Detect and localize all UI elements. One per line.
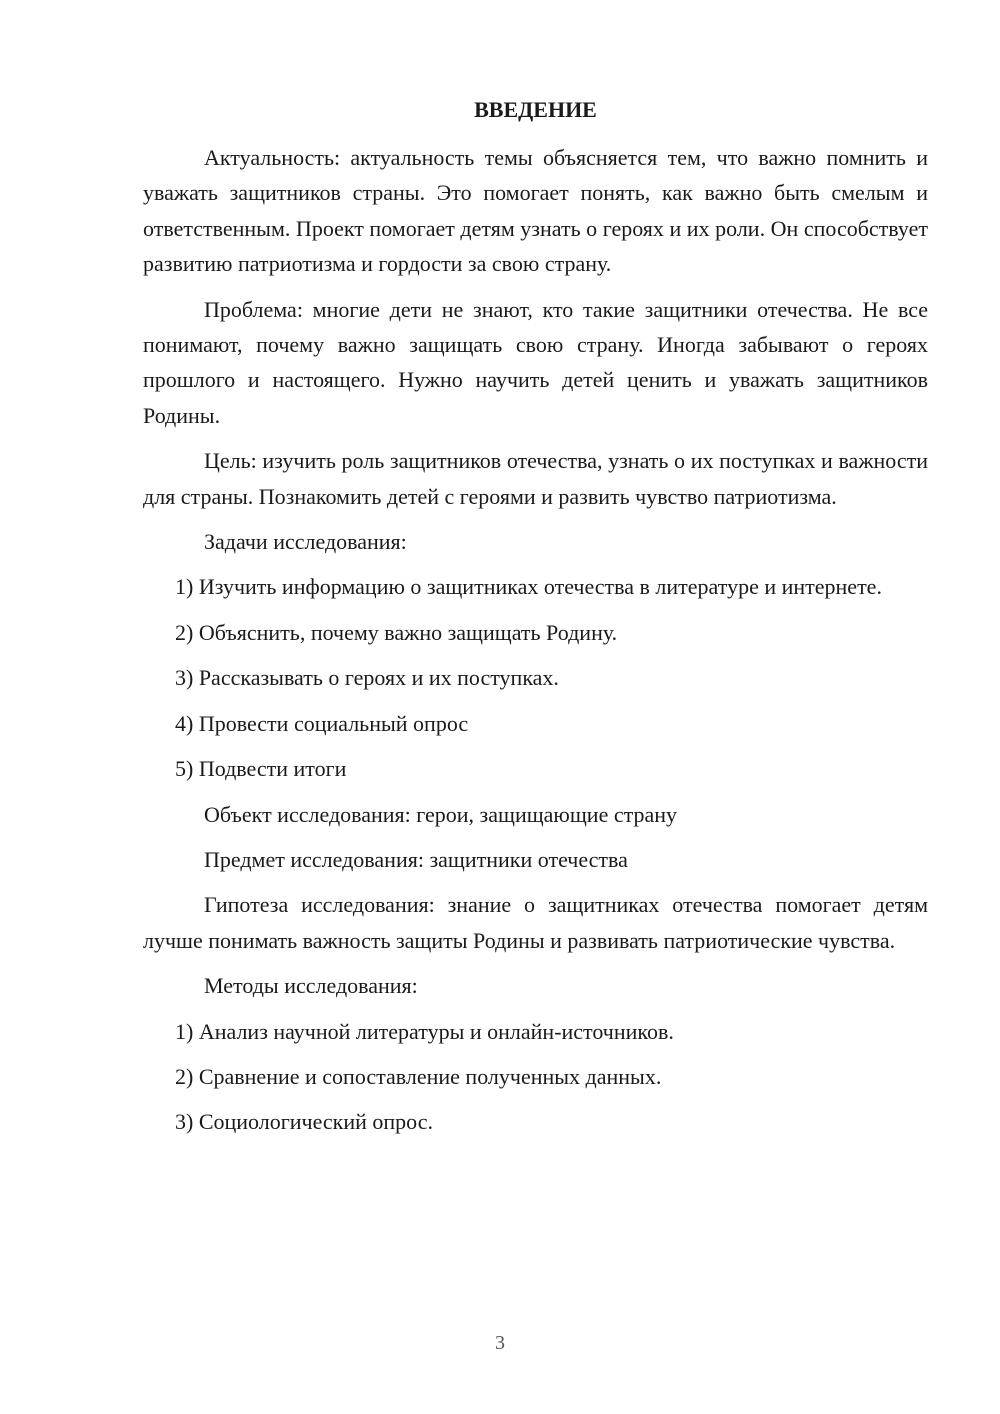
relevance-paragraph: Актуальность: актуальность темы объясняется тем, что важно помнить и уважать защитников страны. Это помогает понять, как важно быть смелым и ответственным. Проект помогает детям узнать о героях и их роли. Он способствует развитию патриотизма и гордости за свою страну. <box>143 145 928 277</box>
research-object: Объект исследования: герои, защищающие страну <box>204 801 678 827</box>
task-item: 2) Объяснить, почему важно защищать Родину. <box>175 619 618 645</box>
page-number: 3 <box>495 1332 505 1354</box>
method-item: 3) Социологический опрос. <box>175 1109 433 1135</box>
task-item: 5) Подвести итоги <box>175 756 347 782</box>
section-title: ВВЕДЕНИЕ <box>474 97 597 122</box>
problem-paragraph: Проблема: многие дети не знают, кто такие защитники отечества. Не все понимают, почему важно защищать свою страну. Иногда забывают о героях прошлого и настоящего. Нужно научить детей ценить и уважать защитников Родины. <box>143 296 928 428</box>
task-item: 4) Провести социальный опрос <box>175 710 469 736</box>
method-item: 1) Анализ научной литературы и онлайн-источников. <box>175 1018 674 1044</box>
document-page <box>143 95 928 1150</box>
tasks-heading: Задачи исследования: <box>204 529 407 555</box>
method-item: 2) Сравнение и сопоставление полученных данных. <box>175 1063 662 1089</box>
task-item: 1) Изучить информацию о защитниках отечества в литературе и интернете. <box>175 574 882 600</box>
research-subject: Предмет исследования: защитники отечества <box>204 846 628 872</box>
goal-paragraph: Цель: изучить роль защитников отечества, узнать о их поступках и важности для страны. Познакомить детей с героями и развить чувство патриотизма. <box>143 448 928 509</box>
methods-heading: Методы исследования: <box>204 973 418 999</box>
hypothesis-paragraph: Гипотеза исследования: знание о защитниках отечества помогает детям лучше понимать важность защиты Родины и развивать патриотические чувства. <box>143 892 928 953</box>
task-item: 3) Рассказывать о героях и их поступках. <box>175 665 559 691</box>
